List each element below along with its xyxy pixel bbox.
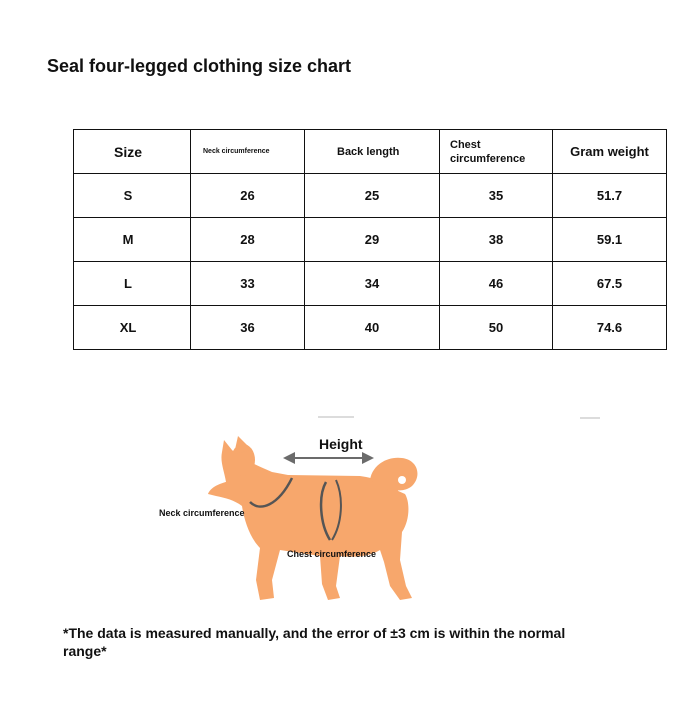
cell-size: L xyxy=(74,262,191,306)
table-row xyxy=(74,262,667,306)
cell-size: XL xyxy=(74,306,191,350)
height-label: Height xyxy=(319,436,363,452)
chart-title: Seal four-legged clothing size chart xyxy=(47,56,352,76)
header-neck: Neck circumference xyxy=(191,130,305,174)
cell-back-length: 29 xyxy=(305,218,440,262)
size-table xyxy=(73,129,667,350)
neck-circumference-label: Neck circumference xyxy=(159,508,245,518)
cell-back-length: 25 xyxy=(305,174,440,218)
cell-chest: 50 xyxy=(440,306,553,350)
measurement-note: *The data is measured manually, and the error of ±3 cm is within the normal range* xyxy=(63,625,566,659)
cell-size: M xyxy=(74,218,191,262)
cell-back-length: 34 xyxy=(305,262,440,306)
cell-back-length: 40 xyxy=(305,306,440,350)
table-row xyxy=(74,218,667,262)
cell-gram-weight: 67.5 xyxy=(553,262,667,306)
chest-circumference-label: Chest circumference xyxy=(287,549,377,559)
cell-gram-weight: 74.6 xyxy=(553,306,667,350)
cell-neck: 28 xyxy=(191,218,305,262)
header-chest: Chest circumference xyxy=(440,130,553,174)
cell-neck: 26 xyxy=(191,174,305,218)
cell-neck: 36 xyxy=(191,306,305,350)
header-gram-weight: Gram weight xyxy=(553,130,667,174)
table-row xyxy=(74,174,667,218)
cell-neck: 33 xyxy=(191,262,305,306)
cell-gram-weight: 51.7 xyxy=(553,174,667,218)
table-row xyxy=(74,306,667,350)
header-size: Size xyxy=(74,130,191,174)
divider xyxy=(580,417,600,419)
header-back-length: Back length xyxy=(305,130,440,174)
cell-chest: 38 xyxy=(440,218,553,262)
cell-chest: 46 xyxy=(440,262,553,306)
cell-chest: 35 xyxy=(440,174,553,218)
cell-size: S xyxy=(74,174,191,218)
table-header-row xyxy=(74,130,667,174)
cell-gram-weight: 59.1 xyxy=(553,218,667,262)
dog-silhouette-icon xyxy=(208,436,417,600)
